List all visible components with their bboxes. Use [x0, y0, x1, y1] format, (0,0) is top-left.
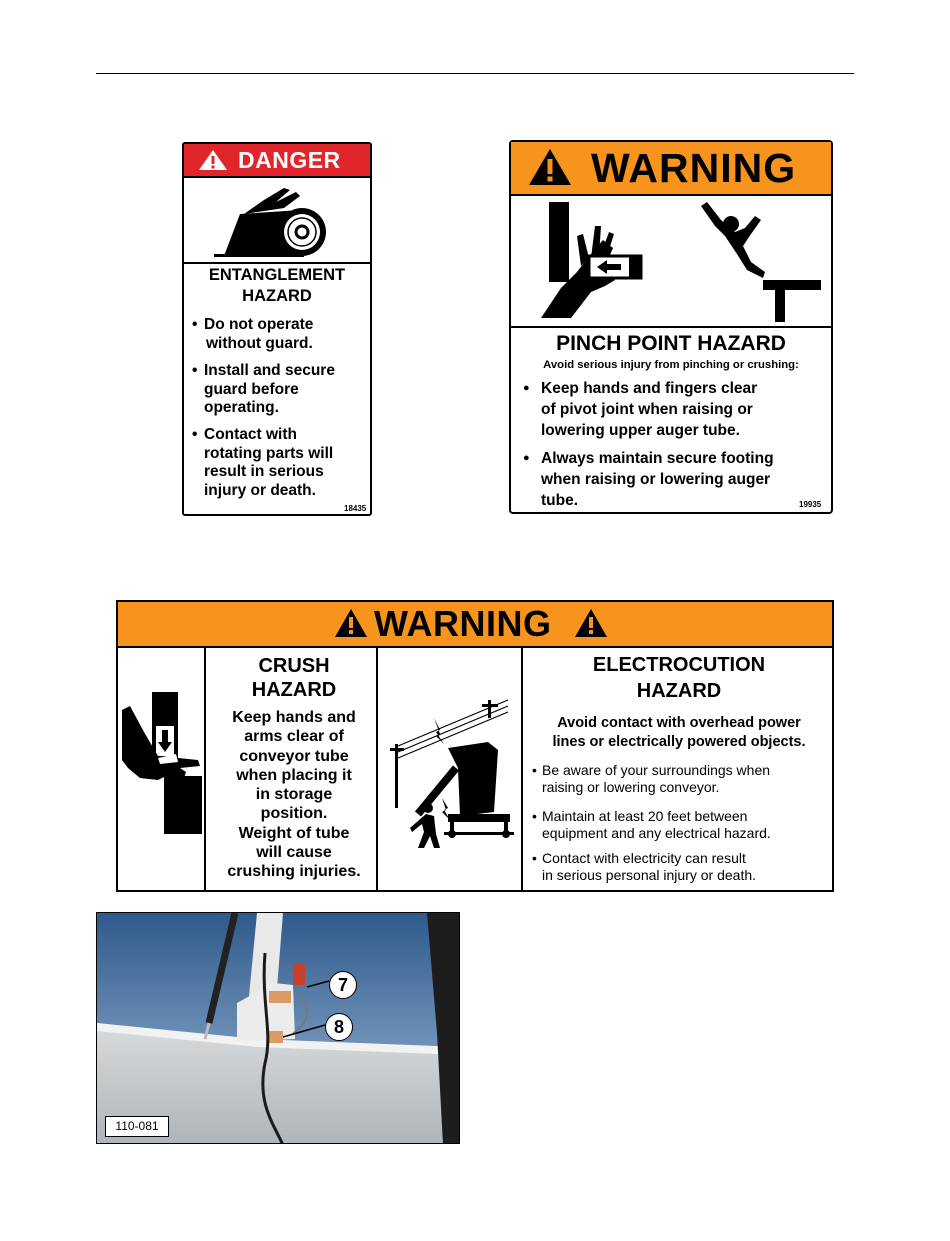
electrocution-bullet: [532, 808, 771, 842]
pinch-title: PINCH POINT HAZARD: [556, 332, 786, 355]
crush-body: [208, 708, 380, 882]
bullet-line: tube.: [541, 492, 579, 509]
bullet-dot: •: [532, 808, 537, 824]
decal-location-photo: [96, 912, 460, 1144]
bullet-dot: •: [532, 762, 537, 778]
electrocution-lead: [524, 714, 834, 751]
bullet-line: without guard.: [206, 334, 313, 352]
bullet-dot: ●: [523, 382, 530, 394]
electrocution-lead-line: lines or electrically powered objects.: [552, 733, 806, 750]
danger-bullet: [192, 362, 335, 418]
pinch-pictograms: [511, 196, 831, 328]
warning-header: [118, 602, 832, 648]
bullet-dot: •: [192, 316, 198, 333]
alert-triangle-icon: [527, 147, 573, 187]
danger-signal-word: DANGER: [238, 147, 341, 173]
bullet-line: in serious personal injury or death.: [542, 867, 757, 883]
danger-bullet: [192, 316, 313, 353]
crush-body-line: will cause: [256, 844, 332, 862]
crush-title-line: HAZARD: [251, 679, 337, 701]
bullet-line: result in serious: [204, 463, 324, 480]
header-rule: [96, 73, 854, 74]
danger-title-line: HAZARD: [242, 287, 312, 305]
bullet-line: Keep hands and fingers clear: [541, 380, 758, 397]
electrocution-bullet: [532, 762, 770, 796]
warning-crush-electrocution-decal: [116, 600, 834, 892]
bullet-line: Contact with: [204, 426, 297, 443]
bullet-line: lowering upper auger tube.: [541, 422, 740, 439]
warning-pinch-point-decal: [509, 140, 833, 514]
callout-7: 7: [329, 971, 357, 999]
crush-body-line: Keep hands and: [232, 709, 356, 726]
pinch-bullet: [523, 378, 757, 441]
bullet-line: when raising or lowering auger: [541, 471, 771, 488]
bullet-line: equipment and any electrical hazard.: [542, 825, 771, 841]
crush-title-line: CRUSH: [258, 655, 330, 677]
crush-body-line: crushing injuries.: [227, 863, 361, 881]
decal-number: 19935: [799, 500, 822, 509]
alert-triangle-icon: [198, 149, 228, 171]
warning-header: [511, 142, 831, 196]
photo-illustration: [97, 913, 460, 1144]
crush-title: [208, 654, 380, 702]
danger-bullet: [192, 426, 333, 500]
electrocution-title-line: ELECTROCUTION: [592, 654, 766, 676]
hand-roller-icon: [184, 178, 370, 262]
warning-signal-word: WARNING: [374, 603, 552, 644]
entanglement-pictogram: [184, 178, 370, 264]
bullet-line: Install and secure: [204, 362, 335, 379]
bullet-line: Maintain at least 20 feet between: [542, 808, 748, 824]
alert-triangle-icon: [334, 608, 368, 638]
panel-divider: [204, 648, 206, 890]
alert-triangle-icon: [574, 608, 608, 638]
danger-title-line: ENTANGLEMENT: [208, 266, 346, 284]
bullet-dot: •: [532, 850, 537, 866]
electrocution-title: [524, 652, 834, 704]
crush-body-line: Weight of tube: [238, 824, 350, 842]
bullet-line: injury or death.: [204, 481, 316, 499]
panel-divider: [521, 648, 523, 890]
crush-body-line: when placing it: [236, 766, 352, 784]
falling-person-icon: [691, 196, 831, 326]
electrocution-bullet: [532, 850, 756, 884]
crush-body-line: conveyor tube: [239, 747, 349, 765]
bullet-line: Always maintain secure footing: [541, 450, 774, 467]
photo-label: 110-081: [105, 1116, 169, 1137]
warning-signal-word: WARNING: [591, 145, 797, 191]
bullet-line: operating.: [204, 399, 279, 416]
bullet-dot: ●: [523, 452, 530, 464]
danger-entanglement-decal: [182, 142, 372, 516]
crush-body-line: arms clear of: [244, 728, 344, 746]
bullet-line: rotating parts will: [204, 444, 334, 462]
bullet-line: raising or lowering conveyor.: [542, 779, 720, 795]
bullet-dot: •: [192, 426, 198, 443]
pinch-bullet: [523, 448, 774, 511]
danger-header: [184, 144, 370, 178]
decal-number: 18435: [344, 504, 367, 513]
bullet-line: guard before: [204, 380, 299, 398]
bullet-line: Do not operate: [204, 316, 314, 333]
pinch-subtitle: Avoid serious injury from pinching or crushing:: [543, 359, 799, 371]
danger-title: [184, 265, 370, 307]
bullet-line: Contact with electricity can result: [542, 850, 746, 866]
callout-8: 8: [325, 1013, 353, 1041]
bullet-dot: •: [192, 362, 198, 379]
electrocution-lead-line: Avoid contact with overhead power: [557, 715, 801, 731]
crush-body-line: position.: [260, 805, 328, 823]
bullet-line: Be aware of your surroundings when: [542, 762, 771, 778]
electrocution-pictogram-icon: [378, 648, 521, 890]
crush-hand-pictogram-icon: [118, 648, 204, 890]
crush-body-line: in storage: [255, 786, 333, 804]
bullet-line: of pivot joint when raising or: [541, 401, 753, 418]
electrocution-title-line: HAZARD: [636, 680, 722, 702]
